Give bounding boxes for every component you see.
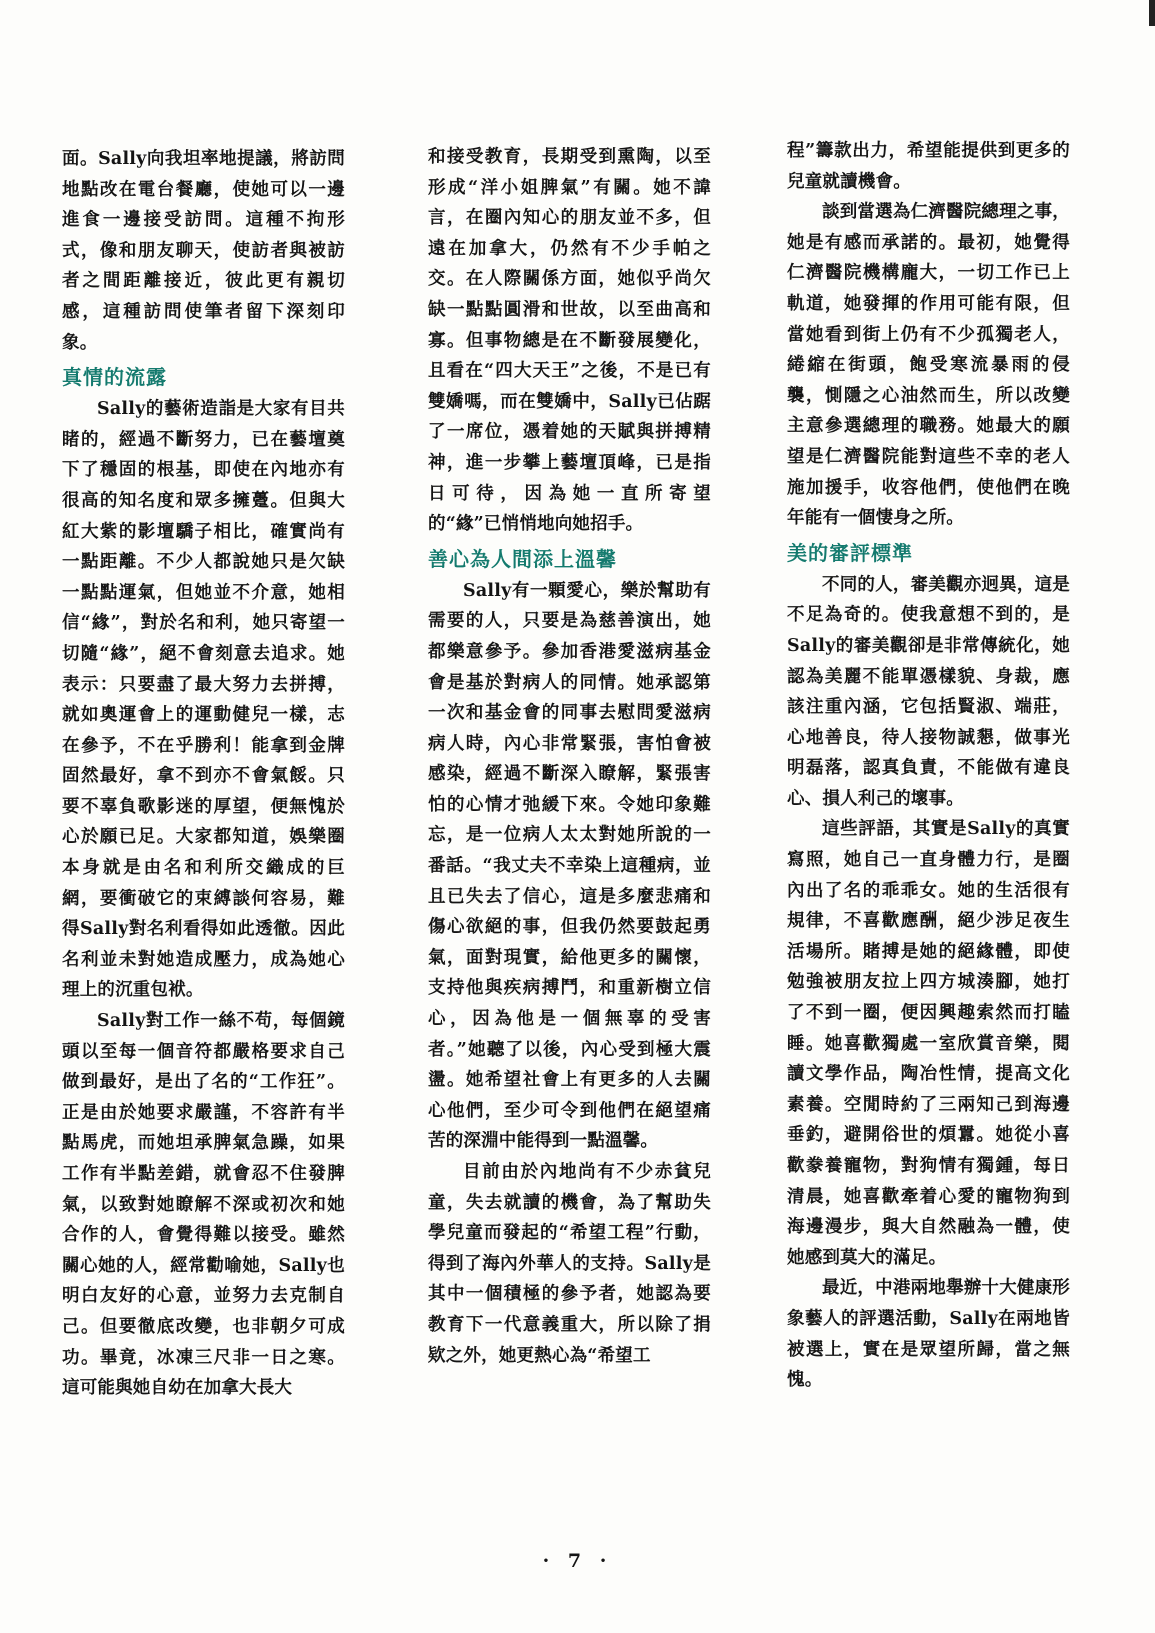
paragraph: 面。Sally向我坦率地提議，將訪問地點改在電台餐廳，使她可以一邊進食一邊接受訪問。這種不拘形式，像和朋友聊天，使訪者與被訪者之間距離接近，彼此更有親切感，這種訪問使筆者留下深刻印象。 [62, 149, 345, 353]
scan-edge-mark [1149, 0, 1155, 26]
section-heading: 真情的流露 [62, 365, 167, 390]
paragraph: 程”籌款出力，希望能提供到更多的兒童就讀機會。 [787, 141, 1070, 192]
paragraph: 談到當選為仁濟醫院總理之事，她是有感而承諾的。最初，她覺得仁濟醫院機構龐大，一切工作已上軌道，她發揮的作用可能有限，但當她看到街上仍有不少孤獨老人，綣縮在街頭，飽受寒流暴雨的侵襲，惻隱之心油然而生，所以改變主意參選總理的職務。她最大的願望是仁濟醫院能對這些不幸的老人施加援手，收容他們，使他們在晚年能有一個悽身之所。 [787, 202, 1070, 529]
paragraph: 最近，中港兩地舉辦十大健康形象藝人的評選活動，Sally在兩地皆被選上，實在是眾望所歸，當之無愧。 [787, 1278, 1070, 1391]
paragraph: Sally的藝術造詣是大家有目共睹的，經過不斷努力，已在藝壇奠下了穩固的根基，即使在內地亦有很高的知名度和眾多擁躉。但與大紅大紫的影壇驕子相比，確實尚有一點距離。不少人都說她只是欠缺一點點運氣，但她並不介意，她相信“緣”，對於名和利，她只寄望一切隨“緣”，絕不會刻意去追求。她表示：只要盡了最大努力去拼搏，就如奧運會上的運動健兒一樣，志在參予，不在乎勝利！能拿到金牌固然最好，拿不到亦不會氣餒。只要不辜負歌影迷的厚望，便無愧於心於願已足。大家都知道，娛樂圈本身就是由名和利所交織成的巨網，要衝破它的束縛談何容易，難得Sally對名利看得如此透徹。因此名利並未對她造成壓力，成為她心理上的沉重包袱。 [62, 399, 345, 1001]
paragraph: 和接受教育，長期受到熏陶，以至形成“洋小姐脾氣”有關。她不諱言，在圈內知心的朋友並不多，但遠在加拿大，仍然有不少手帕之交。在人際關係方面，她似乎尚欠缺一點點圓滑和世故，以至曲高和寡。但事物總是在不斷發展變化，且看在“四大天王”之後，不是已有雙嬌嗎，而在雙嬌中，Sally已佔踞了一席位，憑着她的天賦與拼搏精神，進一步攀上藝壇頂峰，已是指日可待，因為她一直所寄望的“緣”已悄悄地向她招手。 [428, 147, 711, 535]
page-number: · 7 · [542, 1550, 613, 1572]
text-column-1 [62, 144, 345, 1404]
paragraph: 不同的人，審美觀亦迥異，這是不足為奇的。使我意想不到的，是Sally的審美觀卻是非常傳統化，她認為美麗不能單憑樣貌、身裁，應該注重內涵，它包括賢淑、端莊，心地善良，待人接物誠懇，做事光明磊落，認真負責，不能做有違良心、損人利己的壞事。 [787, 574, 1070, 809]
text-column-3 [787, 136, 1070, 1396]
paragraph: 目前由於內地尚有不少赤貧兒童，失去就讀的機會，為了幫助失學兒童而發起的“希望工程”行動，得到了海內外華人的支持。Sally是其中一個積極的參予者，她認為要教育下一代意義重大，所以除了捐欵之外，她更熱心為“希望工 [428, 1162, 711, 1366]
text-column-2 [428, 142, 711, 1371]
section-heading: 善心為人間添上溫馨 [428, 546, 617, 571]
paragraph: Sally對工作一絲不苟，每個鏡頭以至每一個音符都嚴格要求自己做到最好，是出了名的“工作狂”。正是由於她要求嚴謹，不容許有半點馬虎，而她坦承脾氣急躁，如果工作有半點差錯，就會忍不住發脾氣，以致對她瞭解不深或初次和她合作的人，會覺得難以接受。雖然關心她的人，經常勸喻她，Sally也明白友好的心意，並努力去克制自己。但要徹底改變，也非朝夕可成功。畢竟，冰凍三尺非一日之寒。這可能與她自幼在加拿大長大 [62, 1011, 345, 1399]
section-heading: 美的審評標準 [787, 540, 913, 565]
paragraph: Sally有一顆愛心，樂於幫助有需要的人，只要是為慈善演出，她都樂意參予。參加香港愛滋病基金會是基於對病人的同情。她承認第一次和基金會的同事去慰問愛滋病病人時，內心非常緊張，害怕會被感染，經過不斷深入瞭解，緊張害怕的心情才弛緩下來。令她印象難忘，是一位病人太太對她所說的一番話。“我丈夫不幸染上這種病，並且已失去了信心，這是多麼悲痛和傷心欲絕的事，但我仍然要鼓起勇氣，面對現實，給他更多的關懷，支持他與疾病搏鬥，和重新樹立信心，因為他是一個無辜的受害者。”她聽了以後，內心受到極大震盪。她希望社會上有更多的人去關心他們，至少可令到他們在絕望痛苦的深淵中能得到一點溫馨。 [428, 580, 711, 1152]
paragraph: 這些評語，其實是Sally的真實寫照，她自己一直身體力行，是圈內出了名的乖乖女。她的生活很有規律，不喜歡應酬，絕少涉足夜生活場所。賭搏是她的絕緣體，即使勉強被朋友拉上四方城湊腳，她打了不到一圈，便因興趣索然而打瞌睡。她喜歡獨處一室欣賞音樂，閱讀文學作品，陶冶性情，提高文化素養。空閒時約了三兩知己到海邊垂釣，避開俗世的煩囂。她從小喜歡豢養寵物，對狗情有獨鍾，每日清晨，她喜歡牽着心愛的寵物狗到海邊漫步，與大自然融為一體，使她感到莫大的滿足。 [787, 819, 1070, 1268]
